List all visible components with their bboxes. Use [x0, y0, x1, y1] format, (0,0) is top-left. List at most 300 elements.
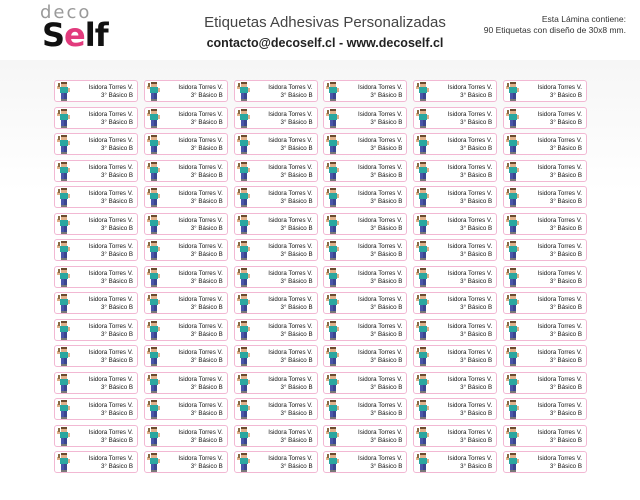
minecraft-character-icon: [147, 82, 161, 101]
label-grade: 3° Básico B: [370, 357, 403, 364]
label-grade: 3° Básico B: [460, 118, 493, 126]
label-grade: 3° Básico B: [280, 357, 313, 364]
label-grade: 3° Básico B: [190, 357, 223, 364]
name-label: [323, 213, 407, 235]
label-name: Isidora Torres V.: [268, 216, 313, 224]
label-grade: 3° Básico B: [460, 383, 493, 391]
minecraft-character-icon: [506, 82, 520, 101]
label-grade: 3° Básico B: [460, 224, 493, 232]
label-name: Isidora Torres V.: [178, 349, 223, 356]
label-name: Isidora Torres V.: [447, 455, 493, 462]
minecraft-character-icon: [506, 427, 520, 446]
minecraft-character-icon: [57, 294, 71, 313]
label-name: Isidora Torres V.: [88, 84, 133, 91]
minecraft-character-icon: [326, 215, 340, 234]
minecraft-character-icon: [506, 215, 520, 234]
label-grade: 3° Básico B: [370, 383, 403, 391]
name-label: [503, 239, 587, 261]
minecraft-character-icon: [506, 241, 520, 260]
name-label: [144, 80, 228, 102]
label-grade: 3° Básico B: [549, 118, 582, 126]
label-name: Isidora Torres V.: [88, 349, 133, 356]
label-name: Isidora Torres V.: [268, 110, 313, 118]
label-grade: 3° Básico B: [100, 357, 133, 364]
label-name: Isidora Torres V.: [88, 190, 133, 197]
name-label: [54, 160, 138, 182]
minecraft-character-icon: [237, 162, 251, 181]
minecraft-character-icon: [416, 135, 430, 154]
label-grade: 3° Básico B: [549, 436, 582, 444]
minecraft-character-icon: [147, 162, 161, 181]
label-name: Isidora Torres V.: [537, 269, 582, 277]
minecraft-character-icon: [506, 268, 520, 287]
label-grade: 3° Básico B: [370, 224, 403, 232]
label-grade: 3° Básico B: [100, 92, 133, 99]
minecraft-character-icon: [237, 241, 251, 260]
name-label: [503, 213, 587, 235]
minecraft-character-icon: [416, 188, 430, 207]
logo: [40, 2, 120, 56]
label-name: Isidora Torres V.: [358, 84, 403, 91]
name-label: [234, 186, 318, 208]
minecraft-character-icon: [506, 321, 520, 340]
label-name: Isidora Torres V.: [88, 110, 133, 118]
label-grade: 3° Básico B: [370, 330, 403, 338]
label-name: Isidora Torres V.: [268, 455, 313, 462]
label-name: Isidora Torres V.: [178, 455, 223, 462]
label-name: Isidora Torres V.: [537, 84, 582, 91]
minecraft-character-icon: [57, 241, 71, 260]
label-name: Isidora Torres V.: [358, 163, 403, 171]
name-label: [54, 292, 138, 314]
minecraft-character-icon: [57, 109, 71, 128]
label-grade: 3° Básico B: [100, 330, 133, 338]
minecraft-character-icon: [506, 188, 520, 207]
name-label: [503, 372, 587, 394]
label-name: Isidora Torres V.: [537, 110, 582, 118]
label-grade: 3° Básico B: [549, 171, 582, 179]
minecraft-character-icon: [147, 347, 161, 366]
label-grade: 3° Básico B: [549, 357, 582, 364]
label-grade: 3° Básico B: [460, 92, 493, 99]
label-grade: 3° Básico B: [100, 383, 133, 391]
label-name: Isidora Torres V.: [178, 243, 223, 250]
minecraft-character-icon: [57, 427, 71, 446]
minecraft-character-icon: [416, 162, 430, 181]
label-grade: 3° Básico B: [100, 198, 133, 205]
label-name: Isidora Torres V.: [537, 455, 582, 462]
minecraft-character-icon: [237, 400, 251, 419]
name-label: [144, 213, 228, 235]
label-name: Isidora Torres V.: [358, 216, 403, 224]
name-label: [323, 451, 407, 473]
label-name: Isidora Torres V.: [537, 243, 582, 250]
minecraft-character-icon: [416, 374, 430, 393]
label-grade: 3° Básico B: [370, 118, 403, 126]
minecraft-character-icon: [237, 215, 251, 234]
minecraft-character-icon: [416, 215, 430, 234]
label-name: Isidora Torres V.: [537, 428, 582, 436]
minecraft-character-icon: [147, 135, 161, 154]
name-label: [413, 372, 497, 394]
minecraft-character-icon: [326, 82, 340, 101]
name-label: [323, 425, 407, 447]
minecraft-character-icon: [57, 268, 71, 287]
label-grade: 3° Básico B: [549, 92, 582, 99]
label-name: Isidora Torres V.: [447, 216, 493, 224]
minecraft-character-icon: [237, 268, 251, 287]
label-name: Isidora Torres V.: [88, 216, 133, 224]
name-label: [413, 425, 497, 447]
label-grade: 3° Básico B: [370, 145, 403, 152]
label-name: Isidora Torres V.: [358, 190, 403, 197]
name-label: [323, 345, 407, 367]
label-grade: 3° Básico B: [370, 463, 403, 470]
name-label: [54, 186, 138, 208]
label-name: Isidora Torres V.: [537, 137, 582, 144]
name-label: [234, 160, 318, 182]
minecraft-character-icon: [147, 188, 161, 207]
label-name: Isidora Torres V.: [447, 190, 493, 197]
label-grade: 3° Básico B: [190, 277, 223, 285]
name-label: [144, 345, 228, 367]
label-name: Isidora Torres V.: [268, 428, 313, 436]
name-label: [234, 107, 318, 129]
minecraft-character-icon: [237, 374, 251, 393]
label-grade: 3° Básico B: [370, 304, 403, 311]
label-name: Isidora Torres V.: [88, 375, 133, 383]
label-name: Isidora Torres V.: [447, 322, 493, 330]
name-label: [323, 107, 407, 129]
minecraft-character-icon: [506, 374, 520, 393]
label-grade: 3° Básico B: [280, 410, 313, 417]
name-label: [503, 425, 587, 447]
label-grade: 3° Básico B: [460, 304, 493, 311]
label-grade: 3° Básico B: [190, 145, 223, 152]
label-grade: 3° Básico B: [190, 410, 223, 417]
label-grade: 3° Básico B: [190, 304, 223, 311]
label-grid: [54, 80, 587, 473]
sheet-info-line1: Esta Lámina contiene:: [541, 14, 626, 24]
name-label: [144, 239, 228, 261]
label-name: Isidora Torres V.: [447, 349, 493, 356]
minecraft-character-icon: [57, 162, 71, 181]
label-grade: 3° Básico B: [100, 171, 133, 179]
label-name: Isidora Torres V.: [537, 349, 582, 356]
label-grade: 3° Básico B: [460, 145, 493, 152]
name-label: [323, 239, 407, 261]
label-name: Isidora Torres V.: [268, 190, 313, 197]
minecraft-character-icon: [57, 374, 71, 393]
name-label: [234, 319, 318, 341]
name-label: [323, 319, 407, 341]
name-label: [144, 133, 228, 155]
label-name: Isidora Torres V.: [358, 137, 403, 144]
minecraft-character-icon: [326, 374, 340, 393]
minecraft-character-icon: [326, 162, 340, 181]
label-name: Isidora Torres V.: [88, 269, 133, 277]
name-label: [503, 133, 587, 155]
label-name: Isidora Torres V.: [178, 137, 223, 144]
name-label: [413, 451, 497, 473]
label-name: Isidora Torres V.: [358, 375, 403, 383]
minecraft-character-icon: [326, 427, 340, 446]
name-label: [503, 319, 587, 341]
label-name: Isidora Torres V.: [178, 190, 223, 197]
label-name: Isidora Torres V.: [268, 375, 313, 383]
minecraft-character-icon: [416, 427, 430, 446]
minecraft-character-icon: [326, 109, 340, 128]
name-label: [234, 451, 318, 473]
name-label: [234, 372, 318, 394]
name-label: [503, 107, 587, 129]
label-name: Isidora Torres V.: [268, 163, 313, 171]
label-name: Isidora Torres V.: [268, 402, 313, 409]
label-grade: 3° Básico B: [190, 118, 223, 126]
minecraft-character-icon: [326, 321, 340, 340]
name-label: [413, 345, 497, 367]
name-label: [323, 398, 407, 420]
name-label: [144, 451, 228, 473]
label-name: Isidora Torres V.: [88, 322, 133, 330]
minecraft-character-icon: [416, 109, 430, 128]
label-name: Isidora Torres V.: [358, 110, 403, 118]
label-grade: 3° Básico B: [549, 463, 582, 470]
name-label: [144, 160, 228, 182]
name-label: [54, 239, 138, 261]
label-grade: 3° Básico B: [549, 251, 582, 258]
minecraft-character-icon: [147, 241, 161, 260]
minecraft-character-icon: [147, 294, 161, 313]
name-label: [234, 213, 318, 235]
label-name: Isidora Torres V.: [447, 163, 493, 171]
minecraft-character-icon: [147, 109, 161, 128]
label-name: Isidora Torres V.: [88, 428, 133, 436]
label-name: Isidora Torres V.: [447, 296, 493, 303]
label-name: Isidora Torres V.: [88, 137, 133, 144]
label-grade: 3° Básico B: [100, 304, 133, 311]
minecraft-character-icon: [416, 400, 430, 419]
name-label: [323, 133, 407, 155]
label-grade: 3° Básico B: [100, 410, 133, 417]
name-label: [54, 398, 138, 420]
label-name: Isidora Torres V.: [88, 455, 133, 462]
label-name: Isidora Torres V.: [268, 137, 313, 144]
minecraft-character-icon: [506, 135, 520, 154]
name-label: [54, 133, 138, 155]
label-name: Isidora Torres V.: [178, 163, 223, 171]
label-grade: 3° Básico B: [100, 224, 133, 232]
minecraft-character-icon: [326, 400, 340, 419]
label-name: Isidora Torres V.: [447, 137, 493, 144]
label-name: Isidora Torres V.: [447, 84, 493, 91]
minecraft-character-icon: [506, 109, 520, 128]
label-name: Isidora Torres V.: [178, 402, 223, 409]
label-grade: 3° Básico B: [549, 224, 582, 232]
sheet-info-line2: 90 Etiquetas con diseño de 30x8 mm.: [483, 25, 626, 35]
label-name: Isidora Torres V.: [447, 402, 493, 409]
label-name: Isidora Torres V.: [358, 428, 403, 436]
label-name: Isidora Torres V.: [178, 110, 223, 118]
minecraft-character-icon: [147, 215, 161, 234]
name-label: [323, 80, 407, 102]
minecraft-character-icon: [237, 347, 251, 366]
minecraft-character-icon: [237, 188, 251, 207]
minecraft-character-icon: [416, 82, 430, 101]
name-label: [54, 372, 138, 394]
label-grade: 3° Básico B: [370, 436, 403, 444]
label-name: Isidora Torres V.: [178, 375, 223, 383]
name-label: [54, 425, 138, 447]
minecraft-character-icon: [416, 294, 430, 313]
name-label: [234, 133, 318, 155]
minecraft-character-icon: [506, 400, 520, 419]
label-grade: 3° Básico B: [190, 224, 223, 232]
label-grade: 3° Básico B: [190, 92, 223, 99]
label-grade: 3° Básico B: [280, 198, 313, 205]
label-grade: 3° Básico B: [280, 224, 313, 232]
name-label: [234, 345, 318, 367]
label-grade: 3° Básico B: [100, 145, 133, 152]
label-grade: 3° Básico B: [549, 330, 582, 338]
label-name: Isidora Torres V.: [358, 402, 403, 409]
name-label: [413, 133, 497, 155]
minecraft-character-icon: [237, 82, 251, 101]
name-label: [144, 319, 228, 341]
label-name: Isidora Torres V.: [358, 243, 403, 250]
label-grade: 3° Básico B: [190, 330, 223, 338]
name-label: [413, 319, 497, 341]
label-grade: 3° Básico B: [549, 410, 582, 417]
name-label: [234, 425, 318, 447]
name-label: [503, 80, 587, 102]
minecraft-character-icon: [326, 188, 340, 207]
minecraft-character-icon: [237, 135, 251, 154]
label-name: Isidora Torres V.: [537, 190, 582, 197]
label-name: Isidora Torres V.: [88, 296, 133, 303]
label-grade: 3° Básico B: [460, 251, 493, 258]
label-grade: 3° Básico B: [190, 198, 223, 205]
label-name: Isidora Torres V.: [447, 428, 493, 436]
label-grade: 3° Básico B: [280, 436, 313, 444]
name-label: [234, 80, 318, 102]
label-name: Isidora Torres V.: [447, 243, 493, 250]
label-grade: 3° Básico B: [100, 277, 133, 285]
label-grade: 3° Básico B: [549, 304, 582, 311]
label-grade: 3° Básico B: [549, 383, 582, 391]
minecraft-character-icon: [506, 294, 520, 313]
page-title: Etiquetas Adhesivas Personalizadas: [204, 14, 446, 31]
label-grade: 3° Básico B: [370, 277, 403, 285]
contact-line: contacto@decoself.cl - www.decoself.cl: [206, 36, 444, 50]
name-label: [413, 213, 497, 235]
name-label: [503, 451, 587, 473]
name-label: [54, 345, 138, 367]
minecraft-character-icon: [416, 453, 430, 472]
minecraft-character-icon: [237, 294, 251, 313]
label-grade: 3° Básico B: [549, 145, 582, 152]
label-name: Isidora Torres V.: [88, 163, 133, 171]
name-label: [503, 292, 587, 314]
minecraft-character-icon: [57, 135, 71, 154]
label-name: Isidora Torres V.: [358, 269, 403, 277]
name-label: [413, 239, 497, 261]
minecraft-character-icon: [57, 321, 71, 340]
label-grade: 3° Básico B: [549, 277, 582, 285]
minecraft-character-icon: [326, 241, 340, 260]
name-label: [503, 345, 587, 367]
label-name: Isidora Torres V.: [178, 269, 223, 277]
name-label: [144, 266, 228, 288]
name-label: [413, 160, 497, 182]
name-label: [323, 266, 407, 288]
label-name: Isidora Torres V.: [447, 375, 493, 383]
label-name: Isidora Torres V.: [537, 375, 582, 383]
label-name: Isidora Torres V.: [537, 322, 582, 330]
label-name: Isidora Torres V.: [537, 296, 582, 303]
label-name: Isidora Torres V.: [88, 243, 133, 250]
logo-self: Self: [42, 16, 108, 54]
label-grade: 3° Básico B: [370, 410, 403, 417]
minecraft-character-icon: [326, 347, 340, 366]
label-name: Isidora Torres V.: [358, 455, 403, 462]
label-grade: 3° Básico B: [190, 251, 223, 258]
name-label: [234, 239, 318, 261]
name-label: [413, 107, 497, 129]
label-grade: 3° Básico B: [100, 436, 133, 444]
minecraft-character-icon: [506, 453, 520, 472]
label-name: Isidora Torres V.: [178, 428, 223, 436]
name-label: [503, 160, 587, 182]
label-grade: 3° Básico B: [280, 145, 313, 152]
label-grade: 3° Básico B: [190, 463, 223, 470]
minecraft-character-icon: [57, 453, 71, 472]
name-label: [54, 107, 138, 129]
name-label: [144, 425, 228, 447]
name-label: [144, 372, 228, 394]
label-grade: 3° Básico B: [190, 436, 223, 444]
label-grade: 3° Básico B: [460, 277, 493, 285]
minecraft-character-icon: [237, 453, 251, 472]
name-label: [413, 266, 497, 288]
minecraft-character-icon: [147, 374, 161, 393]
name-label: [413, 186, 497, 208]
label-grade: 3° Básico B: [460, 357, 493, 364]
name-label: [144, 292, 228, 314]
minecraft-character-icon: [57, 188, 71, 207]
label-name: Isidora Torres V.: [178, 84, 223, 91]
label-name: Isidora Torres V.: [537, 216, 582, 224]
label-grade: 3° Básico B: [280, 118, 313, 126]
name-label: [54, 266, 138, 288]
label-name: Isidora Torres V.: [358, 349, 403, 356]
name-label: [413, 398, 497, 420]
name-label: [413, 292, 497, 314]
label-name: Isidora Torres V.: [268, 269, 313, 277]
minecraft-character-icon: [147, 268, 161, 287]
label-name: Isidora Torres V.: [537, 163, 582, 171]
sheet-info: [484, 14, 626, 36]
label-name: Isidora Torres V.: [88, 402, 133, 409]
label-grade: 3° Básico B: [280, 251, 313, 258]
minecraft-character-icon: [416, 347, 430, 366]
minecraft-character-icon: [57, 82, 71, 101]
label-name: Isidora Torres V.: [358, 322, 403, 330]
label-name: Isidora Torres V.: [268, 84, 313, 91]
label-name: Isidora Torres V.: [537, 402, 582, 409]
label-grade: 3° Básico B: [460, 436, 493, 444]
label-grade: 3° Básico B: [370, 92, 403, 99]
